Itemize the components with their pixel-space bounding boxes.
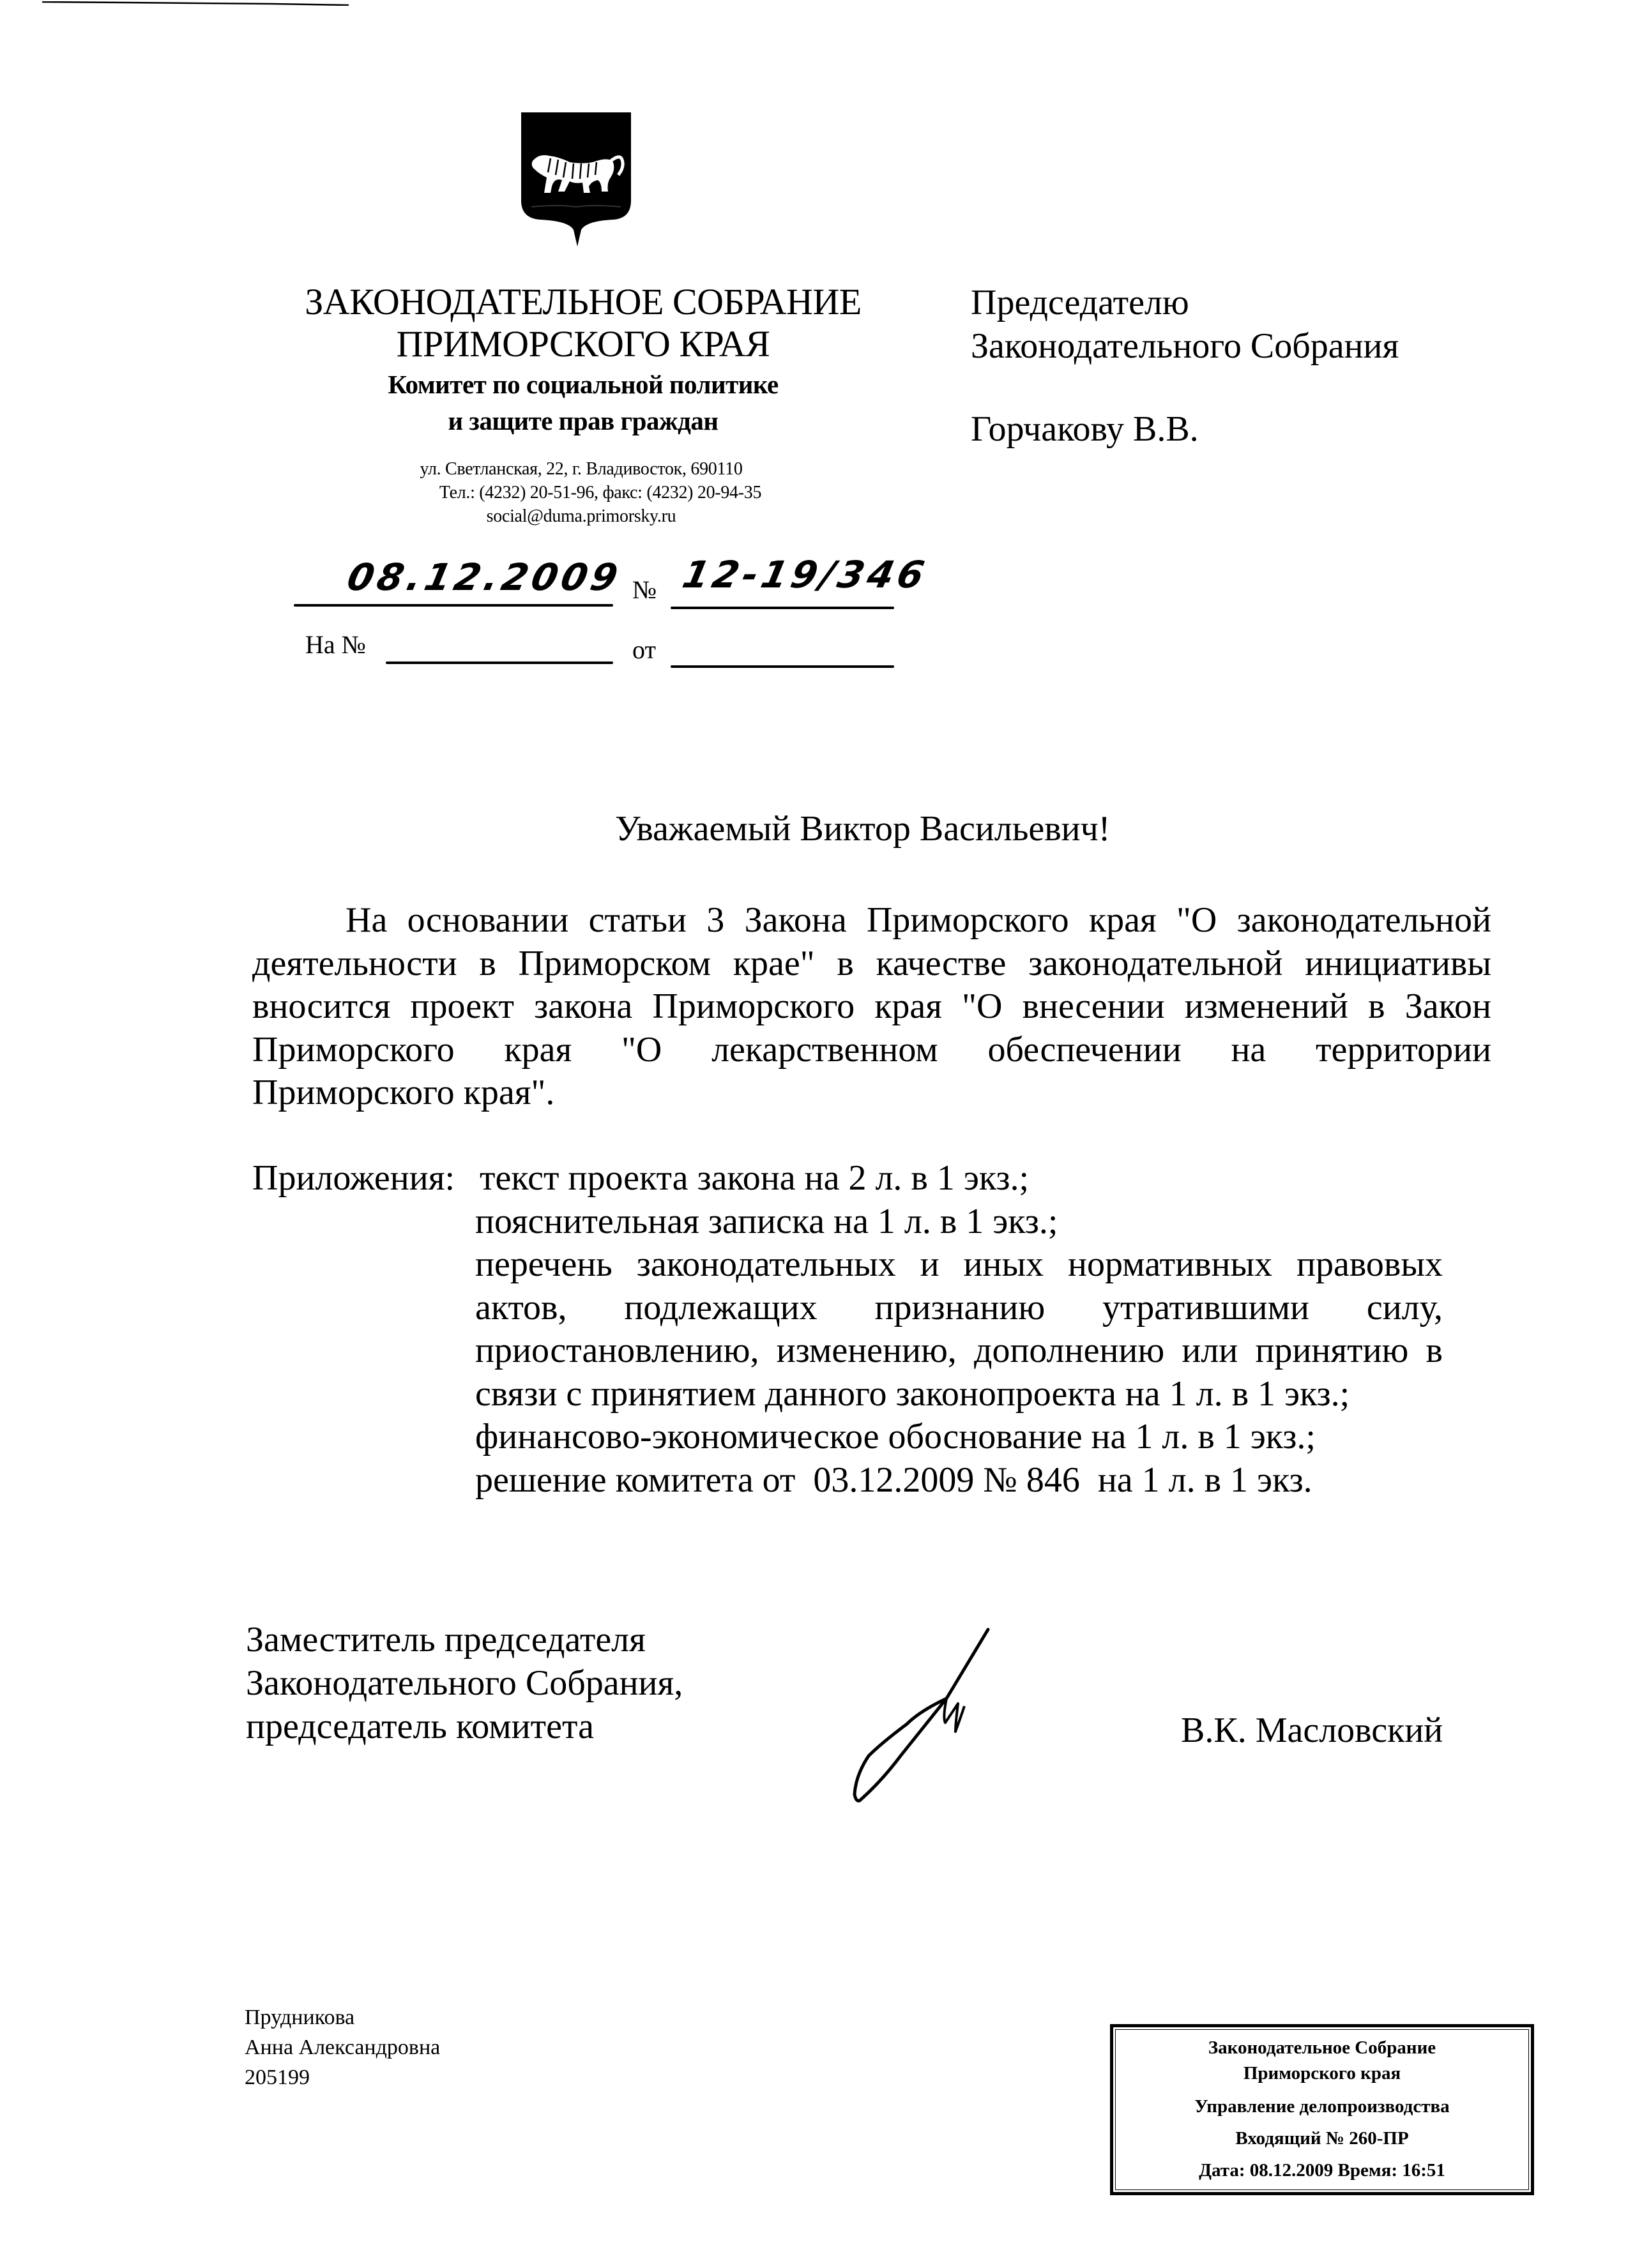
from-label: от bbox=[632, 635, 656, 664]
reply-to-date-field[interactable] bbox=[671, 665, 894, 668]
stamp-incoming-number: Входящий № 260-ПР bbox=[1235, 2128, 1409, 2149]
signature-icon bbox=[830, 1615, 1022, 1820]
executor-contact bbox=[245, 2002, 440, 2092]
attachment-item bbox=[475, 1157, 1443, 1200]
committee-name-line1: Комитет по социальной политике bbox=[388, 370, 779, 399]
attachment-line: финансово-экономическое обоснование на 1 л. в 1 экз.; bbox=[475, 1417, 1316, 1456]
attachment-line: актов, подлежащих признанию утратившими силу, bbox=[475, 1287, 1443, 1327]
coat-of-arms-icon bbox=[520, 111, 632, 248]
attachment-line: пояснительная записка на 1 л. в 1 экз.; bbox=[475, 1201, 1058, 1241]
stamp-org-line2: Приморского края bbox=[1243, 2063, 1401, 2083]
email-link[interactable]: social@duma.primorsky.ru bbox=[486, 506, 676, 526]
paragraph-line: деятельности в Приморском крае" в качестве законодательной инициативы bbox=[252, 943, 1491, 983]
organization-name-line1: ЗАКОНОДАТЕЛЬНОЕ СОБРАНИЕ bbox=[305, 281, 862, 322]
signatory-title-line2: Законодательного Собрания, bbox=[246, 1663, 683, 1703]
phones: Тел.: (4232) 20-51-96, факс: (4232) 20-94-35 bbox=[439, 483, 762, 503]
committee-name bbox=[281, 367, 885, 439]
recipient-block bbox=[971, 281, 1399, 451]
attachment-line: текст проекта закона на 2 л. в 1 экз.; bbox=[480, 1158, 1030, 1198]
recipient-name: Горчакову В.В. bbox=[971, 409, 1199, 449]
attachment-line: приостановлению, изменению, дополнению или принятию в bbox=[475, 1331, 1443, 1370]
attachment-line: перечень законодательных и иных нормативных правовых bbox=[475, 1244, 1443, 1284]
number-underline bbox=[671, 607, 894, 609]
paragraph-line: Приморского края". bbox=[252, 1073, 555, 1112]
organization-name bbox=[281, 281, 885, 365]
signatory-title-line3: председатель комитета bbox=[246, 1707, 594, 1746]
address: ул. Светланская, 22, г. Владивосток, 690110 bbox=[420, 459, 743, 479]
attachment-line: связи с принятием данного законопроекта на 1 л. в 1 экз.; bbox=[475, 1373, 1350, 1414]
date-underline bbox=[294, 604, 613, 607]
attachment-item bbox=[475, 1459, 1443, 1502]
incoming-registration-stamp bbox=[1110, 2024, 1534, 2195]
scan-edge-line bbox=[42, 1, 349, 6]
salutation: Уважаемый Виктор Васильевич! bbox=[615, 809, 1111, 849]
attachment-item bbox=[475, 1243, 1443, 1416]
signatory-name: В.К. Масловский bbox=[1181, 1711, 1443, 1750]
letter-body-paragraph bbox=[252, 899, 1491, 1115]
attachments-label: Приложения: bbox=[252, 1158, 455, 1198]
attachment-line: решение комитета от 03.12.2009 № 846 на 1 л. в 1 экз. bbox=[475, 1460, 1312, 1500]
outgoing-date-value[interactable]: 08.12.2009 bbox=[343, 556, 626, 599]
stamp-department: Управление делопроизводства bbox=[1194, 2096, 1450, 2117]
number-label: № bbox=[632, 575, 657, 604]
executor-surname: Прудникова bbox=[245, 2006, 355, 2029]
paragraph-line: вносится проект закона Приморского края "О внесении изменений в Закон bbox=[252, 987, 1491, 1026]
outgoing-number-value[interactable]: 12-19/346 bbox=[678, 553, 932, 596]
contact-details bbox=[358, 457, 805, 528]
executor-phone: 205199 bbox=[245, 2066, 310, 2089]
recipient-line2: Законодательного Собрания bbox=[971, 326, 1399, 366]
attachment-item bbox=[475, 1416, 1443, 1459]
attachment-item bbox=[475, 1200, 1443, 1244]
executor-given-names: Анна Александровна bbox=[245, 2036, 441, 2059]
signatory-title-line1: Заместитель председателя bbox=[246, 1620, 646, 1659]
recipient-line1: Председателю bbox=[971, 283, 1189, 322]
paragraph-line: На основании статьи 3 Закона Приморского края "О законодательной bbox=[346, 900, 1491, 940]
signatory-title bbox=[246, 1618, 683, 1748]
committee-name-line2: и защите прав граждан bbox=[448, 406, 719, 435]
stamp-org-line1: Законодательное Собрание bbox=[1208, 2037, 1436, 2058]
organization-name-line2: ПРИМОРСКОГО КРАЯ bbox=[396, 323, 770, 365]
stamp-date-time: Дата: 08.12.2009 Время: 16:51 bbox=[1199, 2160, 1445, 2181]
paragraph-line: Приморского края "О лекарственном обеспечении на территории bbox=[252, 1029, 1491, 1070]
attachments-list bbox=[475, 1157, 1443, 1502]
reply-to-number-field[interactable] bbox=[386, 662, 613, 664]
reply-to-label: На № bbox=[305, 630, 366, 659]
